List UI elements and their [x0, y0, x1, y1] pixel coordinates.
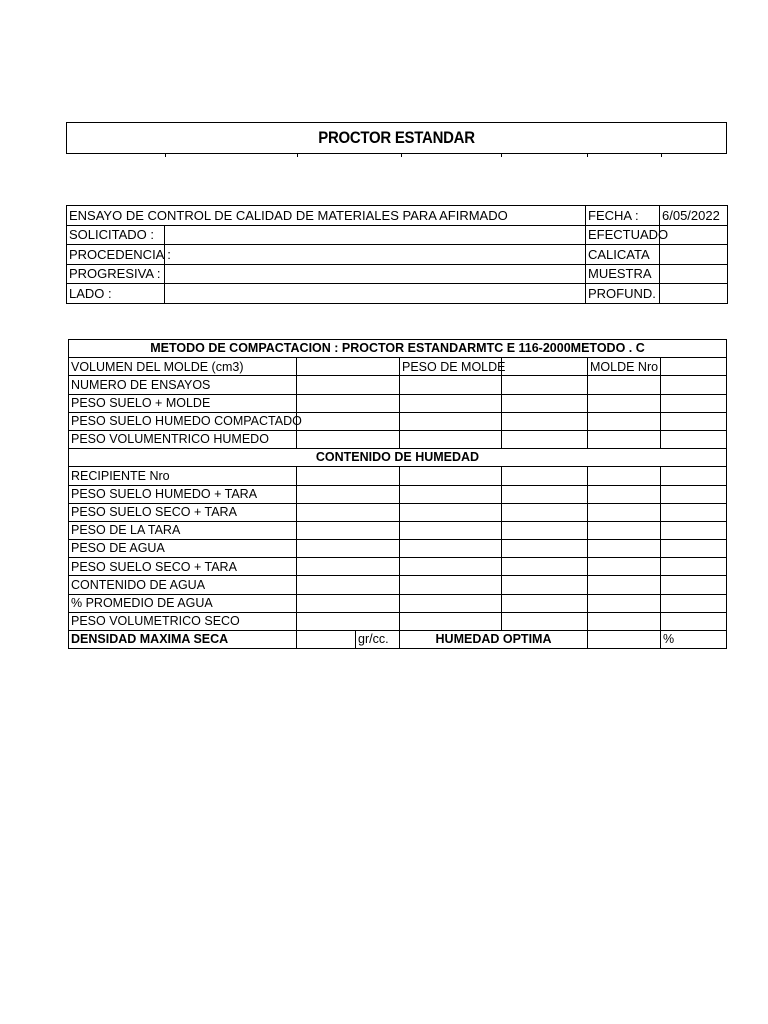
row-label: RECIPIENTE Nro — [69, 467, 297, 485]
value-cell[interactable] — [588, 558, 661, 576]
value-cell[interactable] — [661, 394, 727, 412]
value-cell[interactable] — [400, 394, 502, 412]
value-cell[interactable] — [400, 376, 502, 394]
table-row — [69, 485, 727, 503]
value-cell[interactable] — [297, 376, 400, 394]
row-label: PESO DE LA TARA — [69, 521, 297, 539]
ensayo-value-cell[interactable] — [499, 206, 586, 226]
value-cell[interactable] — [661, 521, 727, 539]
value-cell[interactable] — [400, 540, 502, 558]
value-cell[interactable] — [502, 558, 588, 576]
humedad-rows — [69, 467, 727, 631]
value-cell[interactable] — [400, 558, 502, 576]
efectuado-label: EFECTUADO — [586, 225, 660, 245]
value-cell[interactable] — [400, 412, 502, 430]
value-cell[interactable] — [502, 576, 588, 594]
info-table — [66, 205, 728, 304]
table-row — [69, 612, 727, 630]
value-cell[interactable] — [297, 394, 400, 412]
value-cell[interactable] — [297, 430, 400, 448]
molde-nro-value[interactable] — [661, 358, 727, 376]
lado-label: LADO : — [67, 284, 165, 304]
table-row — [69, 503, 727, 521]
molde-nro-label: MOLDE Nro — [588, 358, 661, 376]
value-cell[interactable] — [502, 467, 588, 485]
calicata-value[interactable] — [660, 245, 728, 265]
info-row-procedencia — [67, 245, 728, 265]
fecha-label: FECHA : — [586, 206, 660, 226]
info-row-lado — [67, 284, 728, 304]
info-row-solicitado — [67, 225, 728, 245]
table-row — [69, 467, 727, 485]
value-cell[interactable] — [502, 594, 588, 612]
humedad-optima-value[interactable] — [588, 631, 661, 649]
value-cell[interactable] — [297, 503, 400, 521]
value-cell[interactable] — [588, 430, 661, 448]
value-cell[interactable] — [502, 430, 588, 448]
title-box — [66, 122, 727, 154]
value-cell[interactable] — [588, 521, 661, 539]
procedencia-value[interactable] — [165, 245, 586, 265]
muestra-label: MUESTRA — [586, 264, 660, 284]
title-column-ticks — [67, 153, 728, 157]
value-cell[interactable] — [400, 430, 502, 448]
value-cell[interactable] — [502, 485, 588, 503]
row-label: PESO DE AGUA — [69, 540, 297, 558]
table-row — [69, 430, 727, 448]
value-cell[interactable] — [661, 467, 727, 485]
section-humedad-header: CONTENIDO DE HUMEDAD — [69, 449, 727, 467]
method-header-row — [69, 340, 727, 358]
value-cell[interactable] — [661, 540, 727, 558]
profund-value[interactable] — [660, 284, 728, 304]
value-cell[interactable] — [502, 376, 588, 394]
section-humedad-row — [69, 449, 727, 467]
value-cell[interactable] — [297, 467, 400, 485]
muestra-value[interactable] — [660, 264, 728, 284]
densidad-label: DENSIDAD MAXIMA SECA — [69, 631, 297, 649]
value-cell[interactable] — [400, 612, 502, 630]
value-cell[interactable] — [297, 540, 400, 558]
value-cell[interactable] — [400, 467, 502, 485]
fecha-value[interactable]: 6/05/2022 — [660, 206, 728, 226]
value-cell[interactable] — [400, 521, 502, 539]
progresiva-value[interactable] — [165, 264, 586, 284]
table-row — [69, 540, 727, 558]
volumen-value[interactable] — [297, 358, 400, 376]
table-row — [69, 394, 727, 412]
row-label: NUMERO DE ENSAYOS — [69, 376, 297, 394]
row-label: PESO SUELO SECO + TARA — [69, 503, 297, 521]
value-cell[interactable] — [400, 576, 502, 594]
value-cell[interactable] — [297, 594, 400, 612]
value-cell[interactable] — [588, 376, 661, 394]
value-cell[interactable] — [661, 412, 727, 430]
value-cell[interactable] — [297, 612, 400, 630]
info-row-ensayo — [67, 206, 728, 226]
value-cell[interactable] — [297, 576, 400, 594]
value-cell[interactable] — [502, 612, 588, 630]
value-cell[interactable] — [400, 485, 502, 503]
info-row-progresiva — [67, 264, 728, 284]
row-label: PESO SUELO SECO + TARA — [69, 558, 297, 576]
value-cell[interactable] — [502, 521, 588, 539]
value-cell[interactable] — [297, 412, 400, 430]
row-label: CONTENIDO DE AGUA — [69, 576, 297, 594]
method-header: METODO DE COMPACTACION : PROCTOR ESTANDARMTC E 116-2000METODO . C — [69, 340, 727, 358]
value-cell[interactable] — [588, 485, 661, 503]
table-row — [69, 376, 727, 394]
row-label: PESO VOLUMETRICO SECO — [69, 612, 297, 630]
value-cell[interactable] — [661, 594, 727, 612]
footer-row — [69, 631, 727, 649]
row-label: PESO SUELO HUMEDO + TARA — [69, 485, 297, 503]
densidad-value[interactable] — [297, 631, 356, 649]
value-cell[interactable] — [661, 485, 727, 503]
row-label: PESO SUELO + MOLDE — [69, 394, 297, 412]
value-cell[interactable] — [297, 485, 400, 503]
value-cell[interactable] — [502, 394, 588, 412]
progresiva-label: PROGRESIVA : — [67, 264, 165, 284]
efectuado-value[interactable] — [660, 225, 728, 245]
row-label: PESO SUELO HUMEDO COMPACTADO — [69, 412, 297, 430]
lado-value[interactable] — [165, 284, 586, 304]
value-cell[interactable] — [661, 376, 727, 394]
value-cell[interactable] — [400, 503, 502, 521]
row-label: PESO VOLUMENTRICO HUMEDO — [69, 430, 297, 448]
value-cell[interactable] — [297, 521, 400, 539]
ensayo-label: ENSAYO DE CONTROL DE CALIDAD DE MATERIALES PARA AFIRMADO — [67, 206, 499, 226]
value-cell[interactable] — [588, 412, 661, 430]
value-cell[interactable] — [502, 503, 588, 521]
value-cell[interactable] — [588, 594, 661, 612]
compaction-table — [68, 339, 727, 649]
procedencia-label: PROCEDENCIA : — [67, 245, 165, 265]
value-cell[interactable] — [661, 430, 727, 448]
humedad-unit: % — [661, 631, 727, 649]
humedad-optima-label: HUMEDAD OPTIMA — [400, 631, 588, 649]
table-row — [69, 594, 727, 612]
row-label: % PROMEDIO DE AGUA — [69, 594, 297, 612]
value-cell[interactable] — [661, 558, 727, 576]
peso-molde-value[interactable] — [502, 358, 588, 376]
value-cell[interactable] — [400, 594, 502, 612]
peso-molde-label: PESO DE MOLDE — [400, 358, 502, 376]
value-cell[interactable] — [588, 467, 661, 485]
value-cell[interactable] — [588, 394, 661, 412]
table-row — [69, 576, 727, 594]
value-cell[interactable] — [588, 540, 661, 558]
value-cell[interactable] — [588, 612, 661, 630]
table-row — [69, 412, 727, 430]
value-cell[interactable] — [661, 503, 727, 521]
profund-label: PROFUND. — [586, 284, 660, 304]
solicitado-value[interactable] — [165, 225, 586, 245]
value-cell[interactable] — [661, 576, 727, 594]
calicata-label: CALICATA — [586, 245, 660, 265]
table-row — [69, 521, 727, 539]
value-cell[interactable] — [502, 412, 588, 430]
table-row — [69, 558, 727, 576]
value-cell[interactable] — [588, 576, 661, 594]
volumen-row — [69, 358, 727, 376]
page-title: PROCTOR ESTANDAR — [318, 128, 475, 147]
value-cell[interactable] — [588, 503, 661, 521]
compaction-rows — [69, 376, 727, 449]
value-cell[interactable] — [661, 612, 727, 630]
volumen-label: VOLUMEN DEL MOLDE (cm3) — [69, 358, 297, 376]
value-cell[interactable] — [502, 540, 588, 558]
solicitado-label: SOLICITADO : — [67, 225, 165, 245]
densidad-unit: gr/cc. — [356, 631, 400, 649]
value-cell[interactable] — [297, 558, 400, 576]
